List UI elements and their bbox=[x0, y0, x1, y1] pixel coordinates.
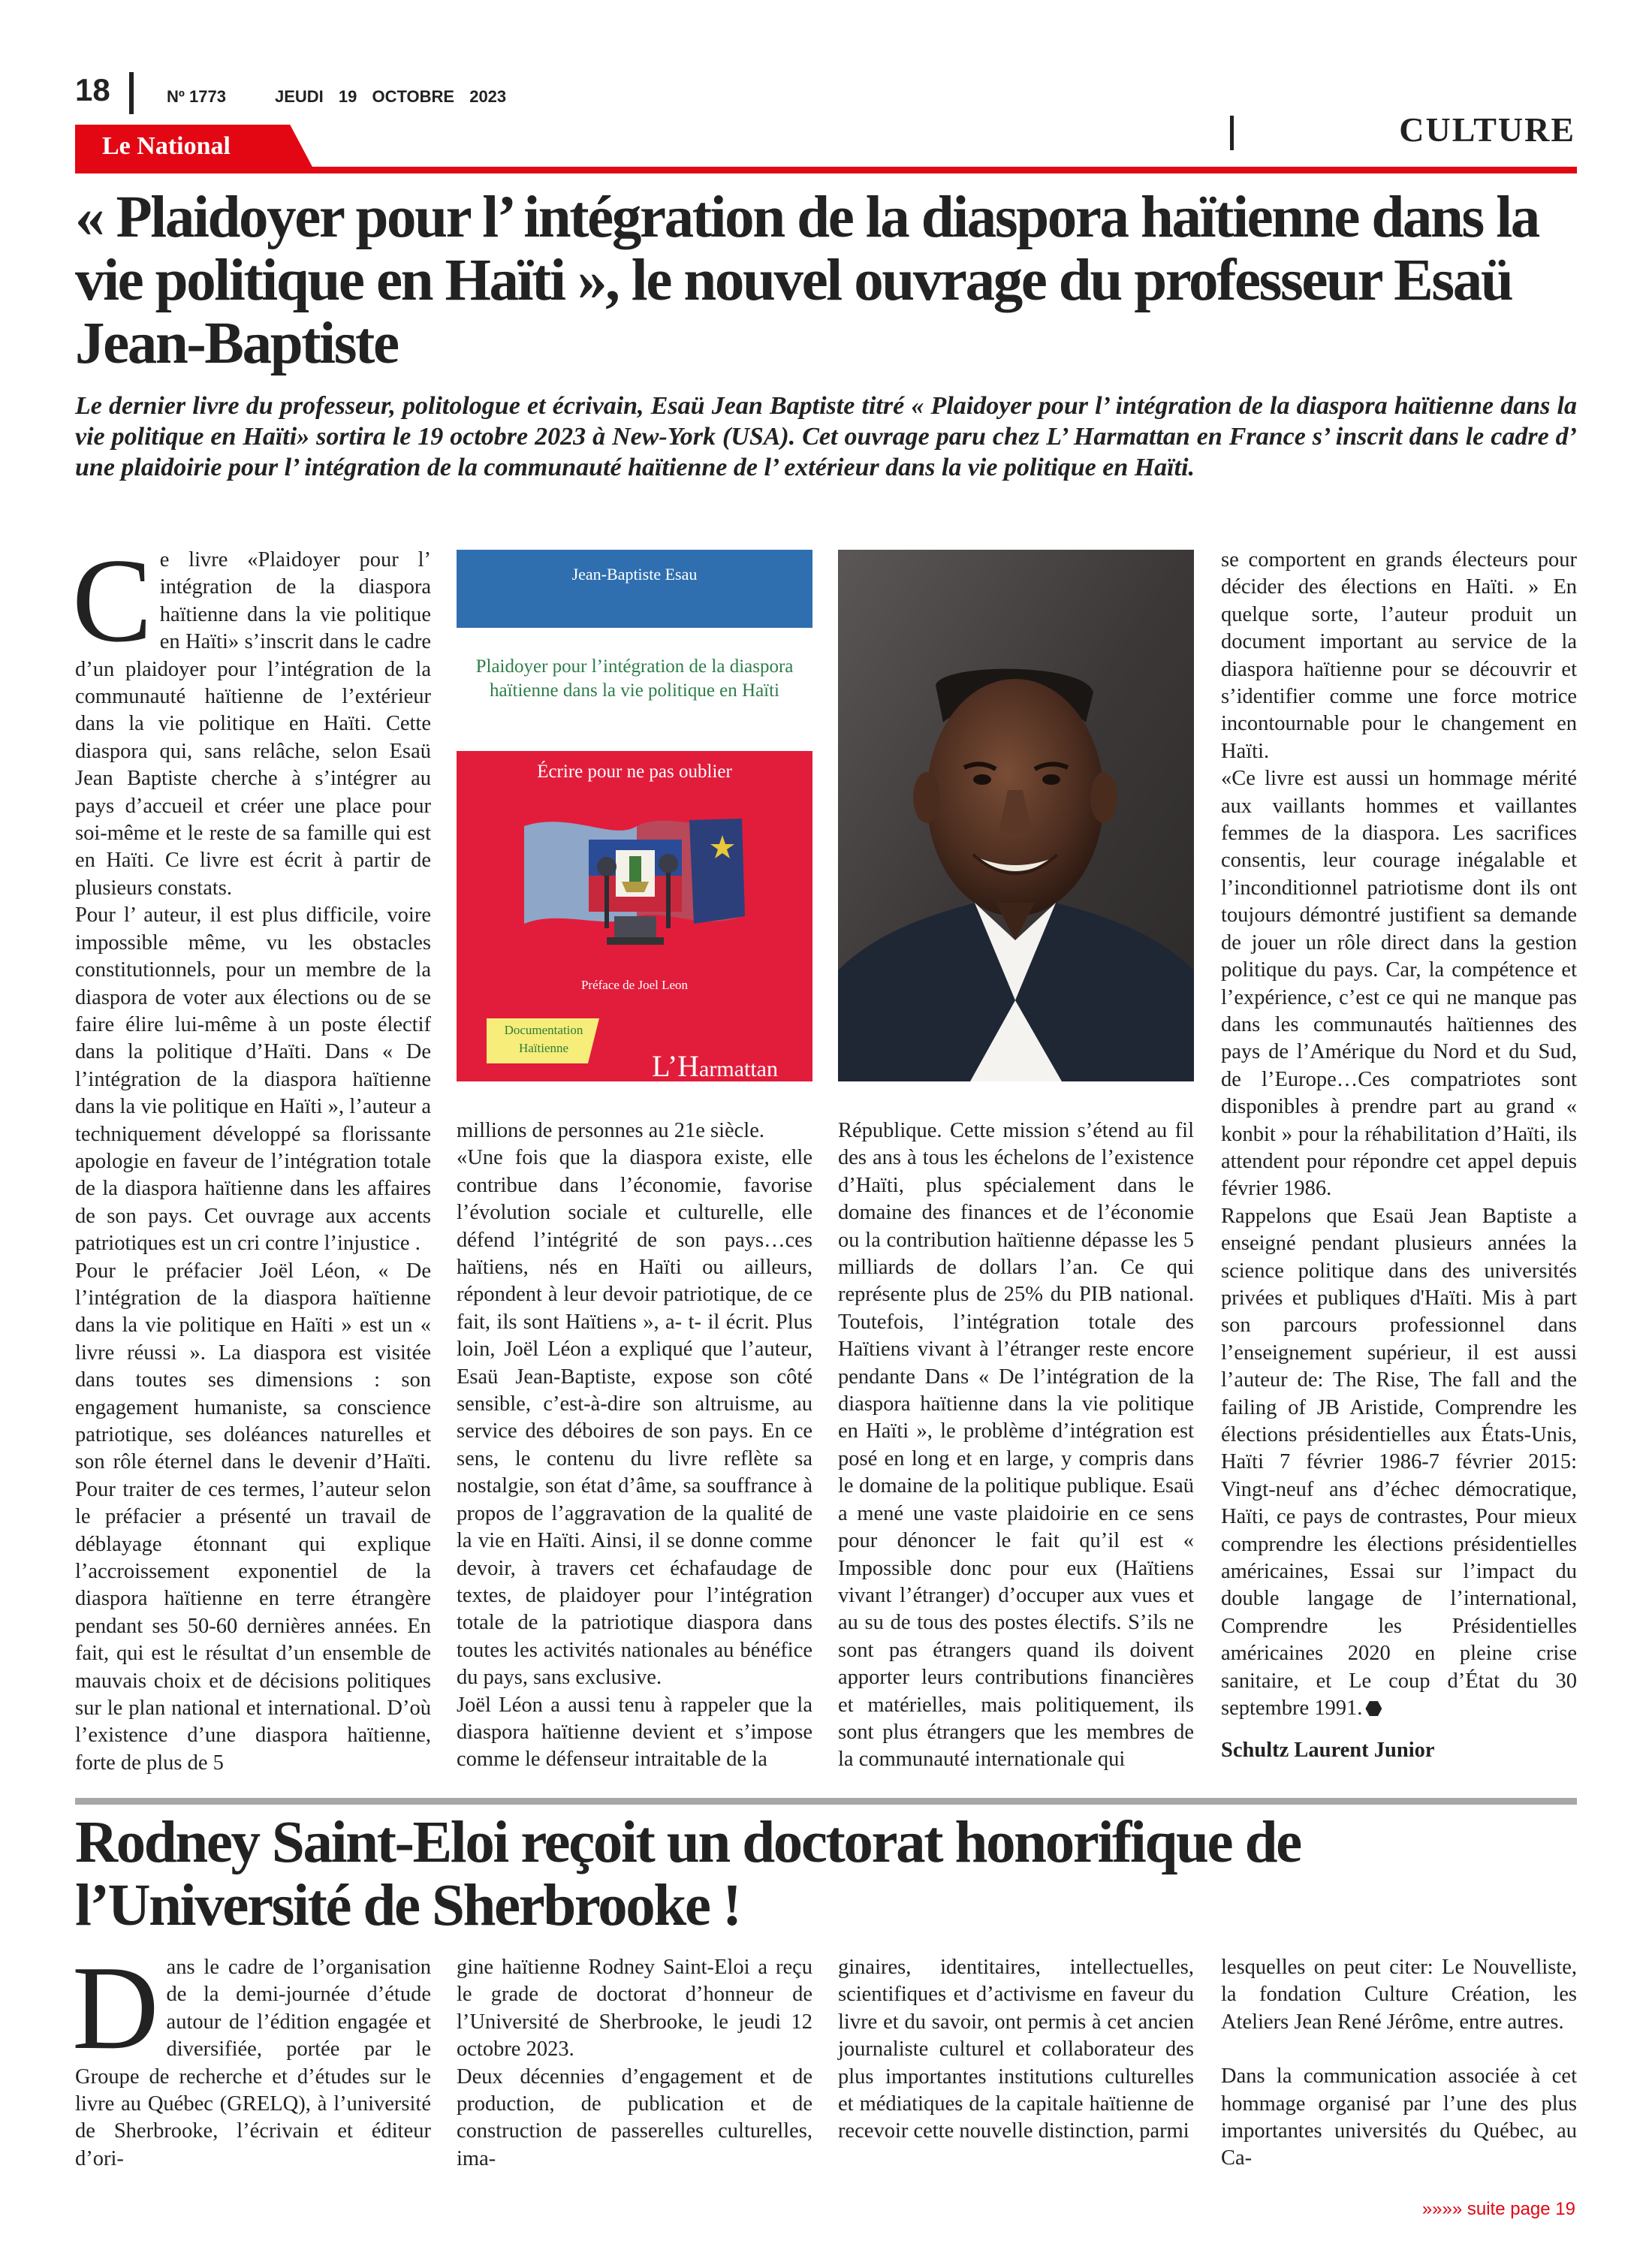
paragraph: se comportent en grands électeurs pour décider des élections en Haïti. » En quelque sorte, l’auteur produit un document important au service de la diaspora haïtienne pour se découvrir et s’identifier comme une force motrice incontournable pour le changement en Haïti. bbox=[1221, 548, 1577, 763]
paragraph: «Une fois que la diaspora existe, elle contribue dans l’économie, favorise l’évolution sociale et culturelle, elle défend l’intégrité de son pays…ces haïtiens, nés en Haïti ou ailleurs, répondent à leur devoir patriotique, de ce fait, ils sont Haïtiens », a- t- il écrit. Plus loin, Joël Léon a expliqué que l’auteur, Esaü Jean-Baptiste, expose son côté sensible, c’est-à-dire son altruisme, au service des déboires de son pays. En ce sens, le contenu du livre reflète sa nostalgie, son état d’âme, sa souffrance à propos de l’aggravation de la qualité de la vie en Haïti. Ainsi, il se donne comme devoir, à travers cet échafaudage de textes, de plaidoyer pour l’intégration totale de la patriotique diaspora dans toutes les activités nationales au bénéfice du pays, sans exclusive. bbox=[457, 1146, 812, 1690]
article2-headline: Rodney Saint-Eloi reçoit un doctorat honorifique de l’Université de Sherbrooke ! bbox=[75, 1810, 1301, 1938]
cover-preface: Préface de Joel Leon bbox=[580, 978, 689, 992]
drop-cap: D bbox=[72, 1941, 159, 2074]
cover-subtitle: Écrire pour ne pas oublier bbox=[537, 762, 732, 782]
article-lead: Le dernier livre du professeur, politologue et écrivain, Esaü Jean Baptiste titré « Plaidoyer pour l’ intégration de la diaspora haïtienne dans la vie politique en Haïti» sortira le 19 octobre 2023 à New-York (USA). Cet ouvrage paru chez L’ Harmattan en France s’ inscrit dans le cadre d’ une plaidoirie pour l’ intégration de la communauté haïtienne de l’ extérieur dans la vie politique en Haïti. bbox=[75, 392, 1577, 481]
issue-date: JEUDI 19 OCTOBRE 2023 bbox=[275, 87, 507, 106]
article2-column-4 bbox=[1221, 1954, 1577, 2173]
paragraph: ans le cadre de l’organisation de la demi-journée d’étude autour de l’édition engagée et diversifiée, portée par le Groupe de recherche et d’études sur le livre au Québec (GRELQ), à l’université de Sherbrooke, l’écrivain et éditeur d’ori- bbox=[75, 1956, 431, 2170]
paragraph: gine haïtienne Rodney Saint-Eloi a reçu le grade de doctorat d’honneur de l’Université de Sherbrooke, le jeudi 12 octobre 2023. bbox=[457, 1956, 812, 2061]
cover-title: Plaidoyer pour l’intégration de la diaspora haïtienne dans la vie politique en Haïti bbox=[475, 656, 794, 701]
article2-column-3 bbox=[838, 1954, 1194, 2146]
article2-column-2 bbox=[457, 1954, 812, 2173]
publisher-logo: L’Harmattan bbox=[652, 1049, 778, 1081]
paragraph: millions de personnes au 21e siècle. bbox=[457, 1119, 764, 1142]
haitian-flag-illustration bbox=[517, 804, 752, 961]
paragraph: Rappelons que Esaü Jean Baptiste a enseigné pendant plusieurs années la science politique dans des universités privées et publiques d'Haïti. Mis à part son parcours professionnel dans l’enseignement supérieur, il est aussi l’auteur de: The Rise, The fall and the failing of JB Aristide, Comprendre les élections présidentielles aux États-Unis, Haïti 7 février 1986-7 février 2015: Vingt-neuf ans d’échec démocratique, Haïti, ce pays de contrastes, Pour mieux comprendre les élections présidentielles américaines, Essai sur l’impact du double langage de l’international, Comprendre les Présidentielles américaines 2020 en pleine crise sanitaire, et Le coup d’État du 30 septembre 1991. bbox=[1221, 1204, 1577, 1721]
paragraph: lesquelles on peut citer: Le Nouvelliste, la fondation Culture Création, les Ateliers Jean René Jérôme, entre autres. bbox=[1221, 1956, 1577, 2034]
article-headline: « Plaidoyer pour l’ intégration de la diaspora haïtienne dans la vie politique en Haïti », le nouvel ouvrage du professeur Esaü Jean-Baptiste bbox=[75, 185, 1539, 376]
paragraph: Pour le préfacier Joël Léon, « De l’intégration de la diaspora haïtienne dans la vie politique en Haïti » est un « livre réussi ». La diaspora est visitée dans toutes ses dimensions : son engagement humaniste, sa conscience patriotique, ses doléances naturelles et son rôle éternel dans le devenir d’Haïti. Pour traiter de ces termes, l’auteur selon le préfacier a présenté un travail de déblayage étonnant qui explique l’accroissement exponentiel de la diaspora haïtienne en terre étrangère pendant ses 50-60 dernières années. En fait, qui est le résultat d’un ensemble de mauvais choix et de décisions politiques sur le plan national et international. D’où l’existence d’une diaspora haïtienne, forte de plus de 5 bbox=[75, 1259, 431, 1775]
page-number: 18 bbox=[75, 72, 110, 107]
header-rule bbox=[75, 167, 1577, 173]
article-column-3 bbox=[838, 1117, 1194, 1774]
article-column-4 bbox=[1221, 547, 1577, 1765]
brand-logo: Le National bbox=[102, 132, 231, 160]
drop-cap: C bbox=[72, 533, 152, 667]
section-divider bbox=[1230, 116, 1234, 150]
paragraph: Pour l’ auteur, il est plus difficile, voire impossible même, vu les obstacles constitutionnels, pour un membre de la diaspora de voter aux élections ou de se faire élire lui-même à un poste électif dans la politique d’Haïti. Dans « De l’intégration de la diaspora haïtienne dans la vie politique en Haïti », l’auteur a techniquement développé sa florissante apologie en faveur de l’intégration totale de la diaspora haïtienne dans les affaires de son pays. Cet ouvrage aux accents patriotiques est un cri contre l’injustice . bbox=[75, 903, 431, 1256]
section-title: CULTURE bbox=[1399, 110, 1575, 149]
paragraph: Joël Léon a aussi tenu à rappeler que la diaspora haïtienne devient et s’impose comme le défenseur intraitable de la bbox=[457, 1693, 812, 1772]
portrait-illustration bbox=[838, 550, 1194, 1081]
author-signature: Schultz Laurent Junior bbox=[1221, 1739, 1435, 1763]
paragraph: «Ce livre est aussi un hommage mérité aux vaillants hommes et vaillantes femmes de la diaspora. Les sacrifices consentis, leur courage inégalable et l’inconditionnel patriotisme dont ils ont toujours démontré justifient sa demande de jouer un rôle direct dans la gestion politique du pays. Car, la compétence et l’expérience, c’est ce qui ne manque pas dans les communautés haïtiennes des pays de l’Amérique du Nord et du Sud, de l’Europe…Ces compatriotes sont disponibles à prendre part au grand « konbit » pour la réhabilitation d’Haïti, ils attendent pour répondre cet appel depuis février 1986. bbox=[1221, 767, 1577, 1201]
article-separator bbox=[75, 1798, 1577, 1805]
author-portrait-photo bbox=[838, 550, 1194, 1081]
continued-on-page-link[interactable]: »»»» suite page 19 bbox=[1421, 2199, 1575, 2219]
paragraph: e livre «Plaidoyer pour l’ intégration de la diaspora haïtienne dans la vie politique en Haïti» s’inscrit dans le cadre d’un plaidoyer pour l’intégration de la communauté haïtienne de l’extérieur dans la vie politique en Haïti. Cette diaspora qui, sans relâche, selon Esaü Jean Baptiste cherche à s’intégrer au pays d’accueil et créer une place pour soi-même et le reste de sa famille qui est en Haïti. Ce livre est écrit à partir de plusieurs constats. bbox=[75, 548, 431, 900]
cover-top-band bbox=[457, 550, 812, 628]
paragraph-gap bbox=[1221, 2036, 1577, 2063]
article2-column-1 bbox=[72, 1941, 431, 2173]
book-cover-image bbox=[457, 550, 812, 1081]
issue-number: Nº 1773 bbox=[167, 87, 226, 106]
paragraph: Deux décennies d’engagement et de production, de publication et de construction de passerelles culturelles, ima- bbox=[457, 2064, 812, 2170]
page-number-divider bbox=[129, 72, 134, 114]
article-column-1 bbox=[72, 533, 431, 1777]
paragraph: Dans la communication associée à cet hommage organisé par l’une des plus importantes universités du Québec, au Ca- bbox=[1221, 2064, 1577, 2170]
collection-label: Documentation Haïtienne bbox=[504, 1023, 583, 1055]
article-column-2 bbox=[457, 1117, 812, 1774]
cover-author: Jean-Baptiste Esau bbox=[571, 565, 698, 584]
paragraph: République. Cette mission s’étend au fil des ans à tous les échelons de l’existence d’Haïti, plus spécialement dans le domaine des finances et de l’économie ou la contribution haïtienne dépasse les 5 milliards de dollars l’an. Ce qui représente plus de 25% du PIB national. Toutefois, l’intégration totale des Haïtiens vivant à l’étranger reste encore pendante Dans « De l’intégration de la diaspora haïtienne dans la vie politique en Haïti », le problème d’intégration est posé en long et en large, y compris dans le domaine de la politique publique. Esaü a mené une vaste plaidoirie en ce sens pour dénoncer le fait qu’il est « Impossible donc pour eux (Haïtiens vivant l’étranger) d’occuper aux vues et au su de tous des postes électifs. S’ils ne sont pas étrangers quand ils doivent apporter leurs contributions financières et matérielles, mais politiquement, ils sont plus étrangers que les membres de la communauté internationale qui bbox=[838, 1119, 1194, 1772]
end-mark-icon bbox=[1365, 1701, 1382, 1716]
paragraph: ginaires, identitaires, intellectuelles, scientifiques et d’activisme en faveur du livre et du savoir, ont permis à cet ancien journaliste culturel et collaborateur des plus importantes institutions culturelles et médiatiques de la capitale haïtienne de recevoir cette nouvelle distinction, parmi bbox=[838, 1956, 1194, 2143]
